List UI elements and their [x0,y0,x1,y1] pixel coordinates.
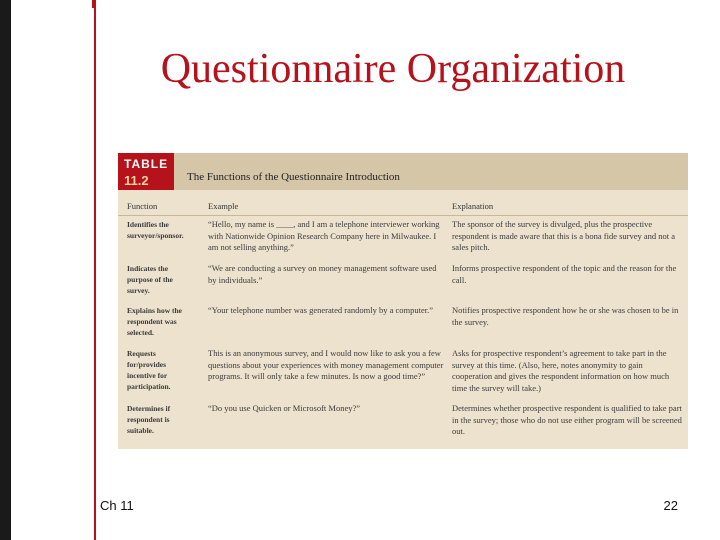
column-header-function: Function [127,201,158,211]
table-tag-word: TABLE [124,157,169,171]
function-cell: Indicates the purpose of the survey. [127,264,173,295]
page-number: 22 [663,498,678,513]
function-cell: Determines if respondent is suitable. [127,404,171,435]
table-image [118,153,688,449]
left-edge-bar [0,0,11,540]
explanation-cell: Informs prospective respondent of the topic and the reason for the call. [452,263,677,285]
explanation-cell: Determines whether prospective respondent is qualified to take part in the survey; those who do not use either program will be screened out. [452,403,682,437]
example-cell: “Hello, my name is ____, and I am a telephone interviewer working with Nationwide Opinion Research Company here in Milwaukee. I am not selling anything.” [208,219,440,253]
footer-chapter-label: Ch 11 [100,498,134,513]
table-header-band [118,153,688,190]
example-cell: This is an anonymous survey, and I would now like to ask you a few questions about your experiences with money management computer programs. It will only take a few minutes. Is now a good time?” [208,348,444,382]
column-header-example: Example [208,201,239,211]
column-header-explanation: Explanation [452,201,494,211]
example-cell: “Do you use Quicken or Microsoft Money?” [208,403,361,413]
table-tag-number: 11.2 [124,173,149,188]
example-cell: “We are conducting a survey on money management software used by individuals.” [208,263,437,285]
explanation-cell: Notifies prospective respondent how he or she was chosen to be in the survey. [452,305,679,327]
slide-title: Questionnaire Organization [160,46,626,92]
function-cell: Identifies the surveyor/sponsor. [127,220,184,240]
column-header-row [118,199,688,216]
explanation-cell: The sponsor of the survey is divulged, plus the prospective respondent is made aware that this is a bona fide survey and not a sales pitch. [452,219,676,253]
function-cell: Requests for/provides incentive for participation. [127,349,171,391]
table-tag [118,153,174,190]
explanation-cell: Asks for prospective respondent’s agreement to take part in the survey at this time. (Also, here, notes anonymity to gain cooperation and gives the respondent information on how much time the survey will take.) [452,348,670,393]
example-cell: “Your telephone number was generated randomly by a computer.” [208,305,434,315]
function-cell: Explains how the respondent was selected. [127,306,183,337]
table-caption: The Functions of the Questionnaire Introduction [187,171,400,183]
